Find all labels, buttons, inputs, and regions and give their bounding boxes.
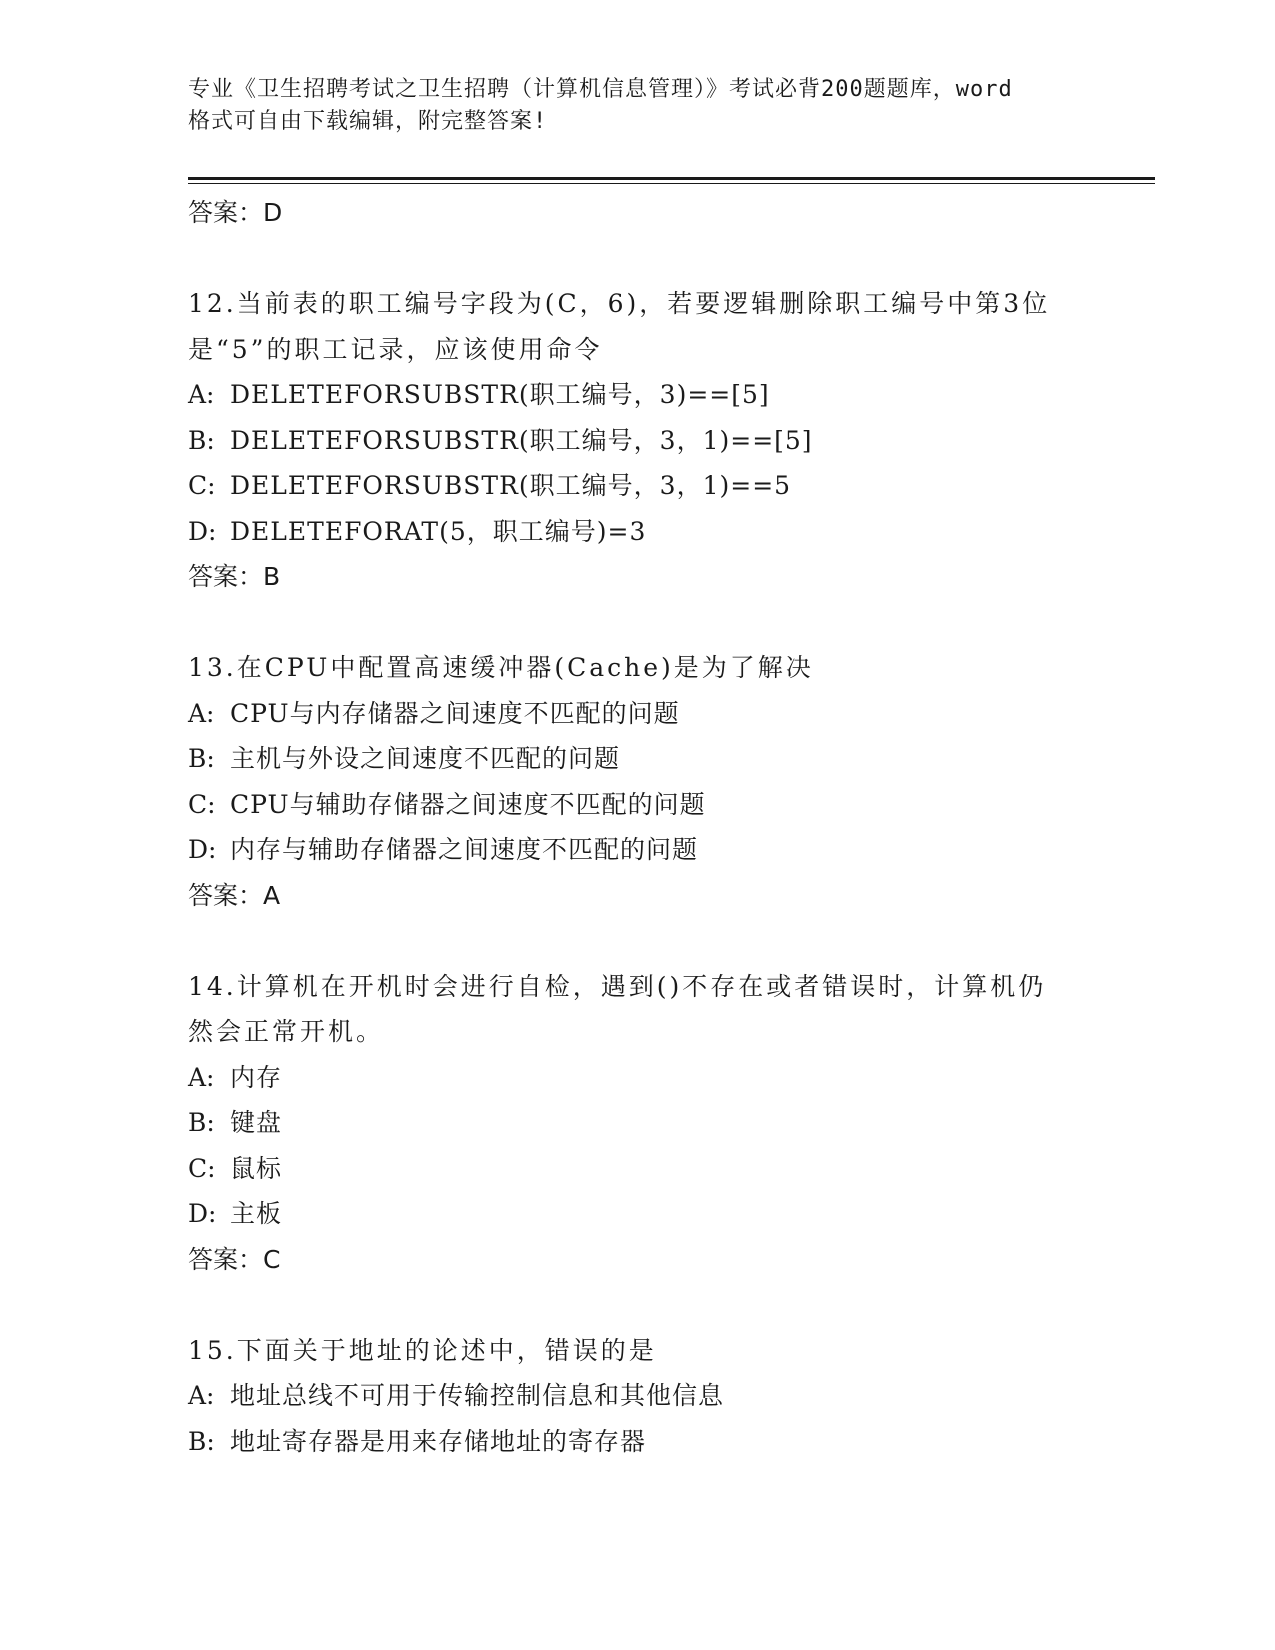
header-line: 格式可自由下载编辑，附完整答案! — [188, 109, 548, 134]
question-14 — [188, 964, 1088, 1282]
answer-line: 答案：B — [188, 562, 281, 591]
option-text: 内存 — [230, 1062, 283, 1092]
option-letter: D: — [188, 516, 217, 546]
option-text: DELETEFORAT(5，职工编号)=3 — [230, 516, 647, 546]
question-text: 14.计算机在开机时会进行自检，遇到()不存在或者错误时，计算机仍 — [188, 971, 1047, 1001]
header-line: 专业《卫生招聘考试之卫生招聘（计算机信息管理）》考试必背200题题库，word — [188, 77, 1013, 102]
option-letter: B: — [188, 744, 215, 773]
option-text: DELETEFORSUBSTR(职工编号，3，1)==5 — [230, 471, 792, 500]
option-letter: B: — [188, 1426, 215, 1456]
option-d — [188, 827, 1088, 873]
option-b — [188, 1419, 1088, 1465]
option-a — [188, 1055, 1088, 1101]
option-text: DELETEFORSUBSTR(职工编号，3，1)==[5] — [230, 425, 813, 455]
question-text: 然会正常开机。 — [188, 1017, 385, 1046]
option-b — [188, 418, 1088, 464]
option-a — [188, 691, 1088, 737]
question-list — [188, 190, 1088, 1464]
answer-line: 答案：A — [188, 880, 281, 910]
option-text: 内存与辅助存储器之间速度不匹配的问题 — [230, 835, 699, 864]
option-letter: B: — [188, 425, 215, 455]
question-text: 是“5”的职工记录，应该使用命令 — [188, 334, 603, 364]
question-12 — [188, 281, 1088, 599]
option-letter: D: — [188, 1199, 217, 1228]
option-letter: D: — [188, 835, 217, 864]
option-text: 鼠标 — [230, 1153, 283, 1183]
option-letter: A: — [188, 380, 215, 409]
option-letter: A: — [188, 1062, 215, 1092]
option-c — [188, 463, 1088, 509]
option-d — [188, 509, 1088, 555]
option-letter: C: — [188, 789, 216, 819]
option-a — [188, 372, 1088, 418]
answer-line: 答案：D — [188, 198, 283, 227]
option-b — [188, 1100, 1088, 1146]
option-b — [188, 736, 1088, 782]
option-text: 地址总线不可用于传输控制信息和其他信息 — [230, 1381, 725, 1410]
option-c — [188, 1146, 1088, 1192]
option-letter: A: — [188, 1381, 215, 1410]
option-letter: B: — [188, 1108, 215, 1137]
option-text: DELETEFORSUBSTR(职工编号，3)==[5] — [230, 380, 770, 409]
option-text: 主板 — [230, 1199, 283, 1228]
option-text: 键盘 — [230, 1108, 283, 1137]
header-divider — [188, 177, 1155, 180]
option-letter: C: — [188, 471, 216, 500]
question-text: 13.在CPU中配置高速缓冲器(Cache)是为了解决 — [188, 653, 814, 682]
option-a — [188, 1373, 1088, 1419]
answer-line: 答案：C — [188, 1244, 281, 1274]
header-divider — [188, 183, 1155, 184]
option-text: CPU与辅助存储器之间速度不匹配的问题 — [230, 789, 706, 819]
option-text: CPU与内存储器之间速度不匹配的问题 — [230, 698, 680, 728]
option-text: 主机与外设之间速度不匹配的问题 — [230, 744, 621, 773]
option-letter: C: — [188, 1153, 216, 1183]
option-letter: A: — [188, 698, 215, 728]
question-text: 15.下面关于地址的论述中，错误的是 — [188, 1335, 657, 1365]
question-13 — [188, 645, 1088, 918]
option-text: 地址寄存器是用来存储地址的寄存器 — [230, 1426, 647, 1456]
document-header — [188, 74, 1088, 138]
question-text: 12.当前表的职工编号字段为(C，6)，若要逻辑删除职工编号中第3位 — [188, 289, 1051, 318]
option-c — [188, 782, 1088, 828]
option-d — [188, 1191, 1088, 1237]
question-15 — [188, 1328, 1088, 1465]
